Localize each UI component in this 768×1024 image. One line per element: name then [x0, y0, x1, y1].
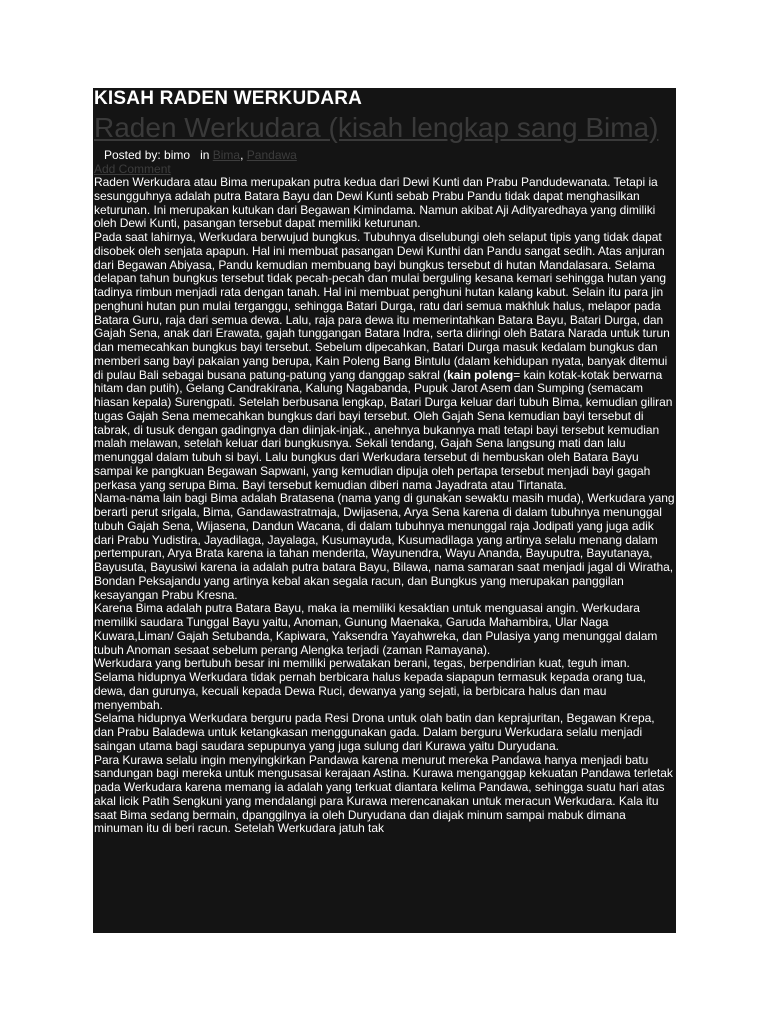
paragraph — [94, 231, 675, 492]
article-panel — [93, 88, 676, 933]
add-comment-link[interactable]: Add Comment — [94, 162, 171, 176]
paragraph: Selama hidupnya Werkudara tidak pernah berbicara halus kepada siapapun termasuk kepada orang tua, dewa, dan gurunya, kecuali kepada Dewa Ruci, dewanya yang sejati, ia berbicara halus dan mau menyembah. — [94, 670, 646, 712]
posted-by-label: Posted by: — [104, 148, 161, 162]
bold-term: kain poleng — [447, 367, 514, 382]
category-link-bima[interactable]: Bima — [212, 148, 241, 162]
blog-title: KISAH RADEN WERKUDARA — [94, 88, 363, 109]
post-meta — [93, 148, 676, 162]
paragraph-text: Pada saat lahirnya, Werkudara berwujud bungkus. Tubuhnya diselubungi oleh selaput tipis yang tidak dapat disobek oleh senjata apapun. Hal ini membuat pasangan Dewi Kunthi dan Pandu sangat sedih. Atas anjuran dari Begawan Abiyasa, Pandu kemudian membuang bayi bungkus tersebut di hutan Mandalasara. Selama delapan tahun bungkus tersebut tidak pecah-pecah dan mulai berguling kesana kemari sehingga hutan yang tadinya rimbun menjadi rata dengan tanah. Hal ini membuat penghuni hutan kalang kabut. Selain itu para jin penghuni hutan pun mulai terganggu, sehingga Batari Durga, ratu dari semua makhluk halus, melapor pada Batara Guru, raja dari semua dewa. Lalu, raja para dewa itu memerintahkan Batara Bayu, Batari Durga, dan Gajah Sena, anak dari Erawata, gajah tunggangan Batara Indra, serta diiringi oleh Batara Narada untuk turun dan memecahkan bungkus bayi tersebut. Sebelum dipecahkan, Batari Durga masuk kedalam bungkus dan memberi sang bayi pakaian yang berupa, Kain Poleng Bang Bintulu (dalam kehidupan nyata, banyak ditemui di pulau Bali sebagai busana patung-patung yang danggap sakral ( — [94, 230, 670, 382]
category-link-pandawa[interactable]: Pandawa — [246, 148, 297, 162]
paragraph-text: = kain kotak-kotak berwarna hitam dan putih), Gelang Candrakirana, Kalung Nagabanda, Pupuk Jarot Asem dan Sumping (semacam hiasan kepala) Surengpati. Setelah berbusana lengkap, Batari Durga keluar dari tubuh Bima, kemudian giliran tugas Gajah Sena memecahkan bungkus dari bayi tersebut. Oleh Gajah Sena kemudian bayi tersebut di tabrak, di tusuk dengan gadingnya dan diinjak-injak., anehnya bukannya mati tetapi bayi tersebut kemudian malah melawan, setelah keluar dari bungkusnya. Sekali tendang, Gajah Sena langsung mati dan lalu menunggal dalam tubuh si bayi. Lalu bungkus dari Werkudara tersebut di hembuskan oleh Batara Bayu sampai ke pangkuan Begawan Sapwani, yang kemudian dipuja oleh pertapa tersebut menjadi bayi gagah perkasa yang serupa Bima. Bayi tersebut kemudian diberi nama Jayadrata atau Tirtanata. — [94, 367, 673, 492]
article-body — [93, 176, 676, 836]
post-author: bimo — [164, 148, 191, 162]
post-title-link[interactable]: Raden Werkudara (kisah lengkap sang Bima) — [94, 112, 659, 143]
paragraph: Para Kurawa selalu ingin menyingkirkan Pandawa karena menurut mereka Pandawa hanya menjadi batu sandungan bagi mereka untuk mengusasai kerajaan Astina. Kurawa menganggap kekuatan Pandawa terletak pada Werkudara karena memang ia adalah yang terkuat diantara kelima Pandawa, sehingga suatu hari atas akal licik Patih Sengkuni yang mendalangi para Kurawa merencanakan untuk meracun Werkudara. Kala itu saat Bima sedang bermain, dpanggilnya ia oleh Duryudana dan diajak minum sampai mabuk dimana minuman itu di beri racun. Setelah Werkudara jatuh tak — [94, 752, 673, 836]
in-label: in — [200, 148, 210, 162]
paragraph: Karena Bima adalah putra Batara Bayu, maka ia memiliki kesaktian untuk menguasai angin. Werkudara memiliki saudara Tunggal Bayu yaitu, Anoman, Gunung Maenaka, Garuda Mahambira, Ular Naga Kuwara,Liman/ Gajah Setubanda, Kapiwara, Yaksendra Yayahwreka, dan Pulasiya yang menunggal dalam tubuh Anoman sesaat sebelum perang Alengka terjadi (zaman Ramayana). — [94, 601, 658, 657]
category-separator: , — [240, 148, 244, 162]
paragraph: Werkudara yang bertubuh besar ini memiliki perwatakan berani, tegas, berpendirian kuat, teguh iman. — [94, 656, 630, 671]
paragraph: Nama-nama lain bagi Bima adalah Bratasena (nama yang di gunakan sewaktu masih muda), Werkudara yang berarti perut srigala, Bima, Gandawastratmaja, Dwijasena, Arya Sena karena di dalam tubuhnya menunggal tubuh Gajah Sena, Wijasena, Dandun Wacana, di dalam tubuhnya menunggal raja Jodipati yang juga adik dari Prabu Yudistira, Jayadilaga, Jayalaga, Kusumayuda, Kusumadilaga yang artinya selalu menang dalam pertempuran, Arya Brata karena ia tahan menderita, Wayunendra, Wayu Ananda, Bayuputra, Bayutanaya, Bayusuta, Bayusiwi karena ia adalah putra batara Bayu, Bilawa, nama samaran saat menjadi jagal di Wiratha, Bondan Peksajandu yang artinya kebal akan segala racun, dan Bungkus yang merupakan panggilan kesayangan Prabu Kresna. — [94, 491, 675, 602]
paragraph: Raden Werkudara atau Bima merupakan putra kedua dari Dewi Kunti dan Prabu Pandudewanata. Tetapi ia sesungguhnya adalah putra Batara Bayu dan Dewi Kunti sebab Prabu Pandu tidak dapat menghasilkan keturunan. Ini merupakan kutukan dari Begawan Kimindama. Namun akibat Aji Adityaredhaya yang dimiliki oleh Dewi Kunti, pasangan tersebut dapat memiliki keturunan. — [94, 175, 658, 231]
paragraph: Selama hidupnya Werkudara berguru pada Resi Drona untuk olah batin dan keprajuritan, Begawan Krepa, dan Prabu Baladewa untuk ketangkasan menggunakan gada. Dalam berguru Werkudara selalu menjadi saingan utama bagi saudara sepupunya yang juga sulung dari Kurawa yaitu Duryudana. — [94, 711, 655, 753]
